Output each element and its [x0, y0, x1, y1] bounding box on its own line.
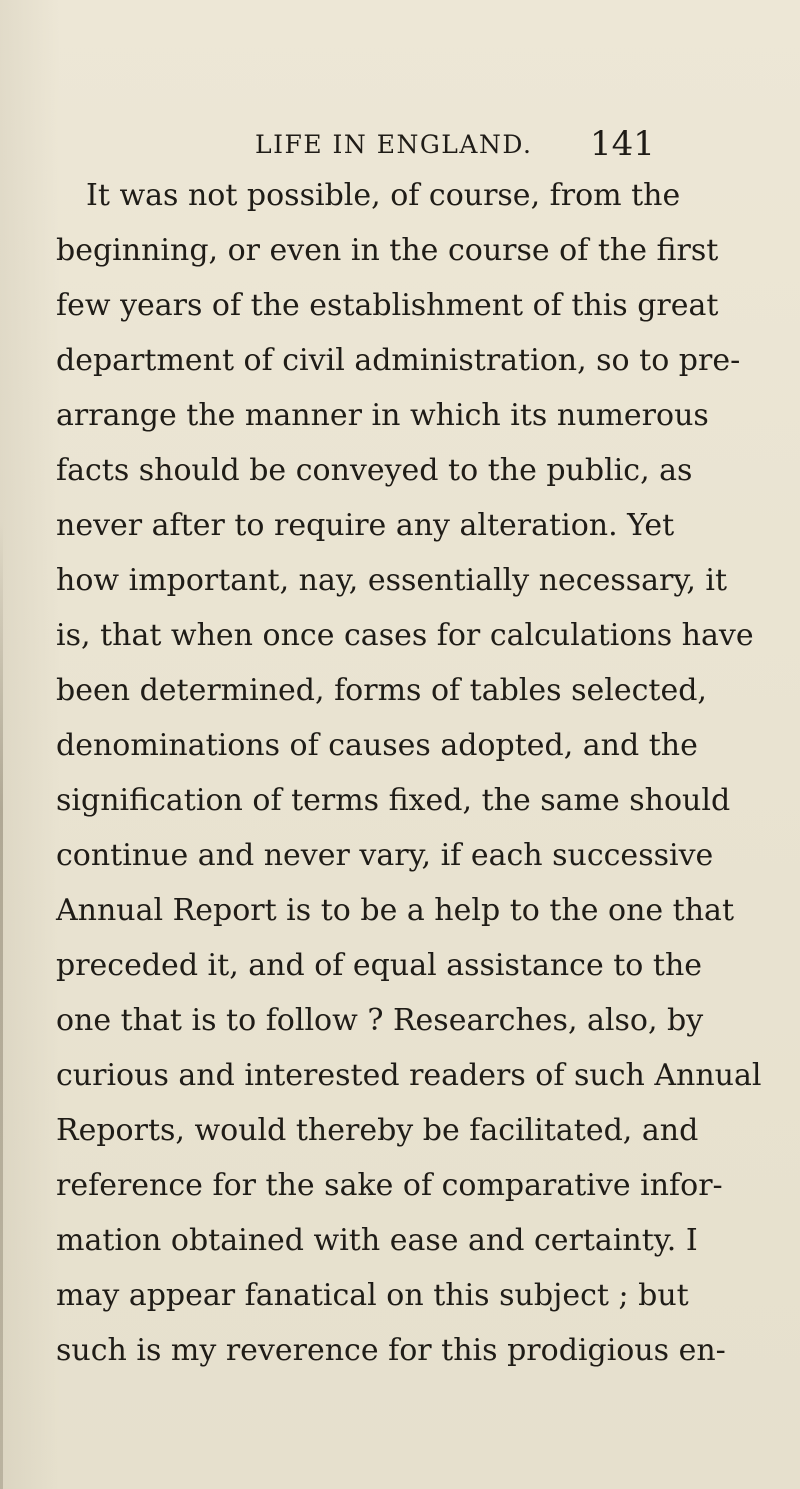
text-line: never after to require any alteration. Yet — [56, 508, 675, 543]
text-line: mation obtained with ease and certainty. I — [56, 1223, 698, 1258]
text-line: arrange the manner in which its numerous — [56, 398, 709, 433]
text-line: It was not possible, of course, from the — [86, 178, 681, 213]
text-line: Annual Report is to be a help to the one that — [56, 893, 735, 928]
text-line: denominations of causes adopted, and the — [56, 728, 698, 763]
text-line: Reports, would thereby be facilitated, and — [56, 1113, 699, 1148]
text-line: may appear fanatical on this subject ; but — [56, 1278, 689, 1313]
text-line: few years of the establishment of this great — [56, 288, 719, 323]
text-line: department of civil administration, so to pre- — [56, 343, 741, 378]
text-line: continue and never vary, if each successive — [56, 838, 714, 873]
text-line: facts should be conveyed to the public, as — [56, 453, 693, 488]
text-line: reference for the sake of comparative infor- — [56, 1168, 723, 1203]
running-head — [0, 118, 800, 168]
text-line: how important, nay, essentially necessary, it — [56, 563, 728, 598]
text-line: such is my reverence for this prodigious en- — [56, 1333, 726, 1368]
text-line: is, that when once cases for calculations have — [56, 618, 754, 653]
page-gutter-shadow — [0, 520, 3, 1489]
text-line: beginning, or even in the course of the first — [56, 233, 719, 268]
text-line: preceded it, and of equal assistance to the — [56, 948, 703, 983]
page-number: 141 — [590, 124, 655, 164]
text-line: been determined, forms of tables selected, — [56, 673, 707, 708]
text-line: one that is to follow ? Researches, also, by — [56, 1003, 704, 1038]
body-text — [56, 168, 762, 1378]
text-line: curious and interested readers of such Annual — [56, 1058, 762, 1093]
text-line: signification of terms fixed, the same should — [56, 783, 731, 818]
running-title: LIFE IN ENGLAND. — [255, 130, 533, 159]
